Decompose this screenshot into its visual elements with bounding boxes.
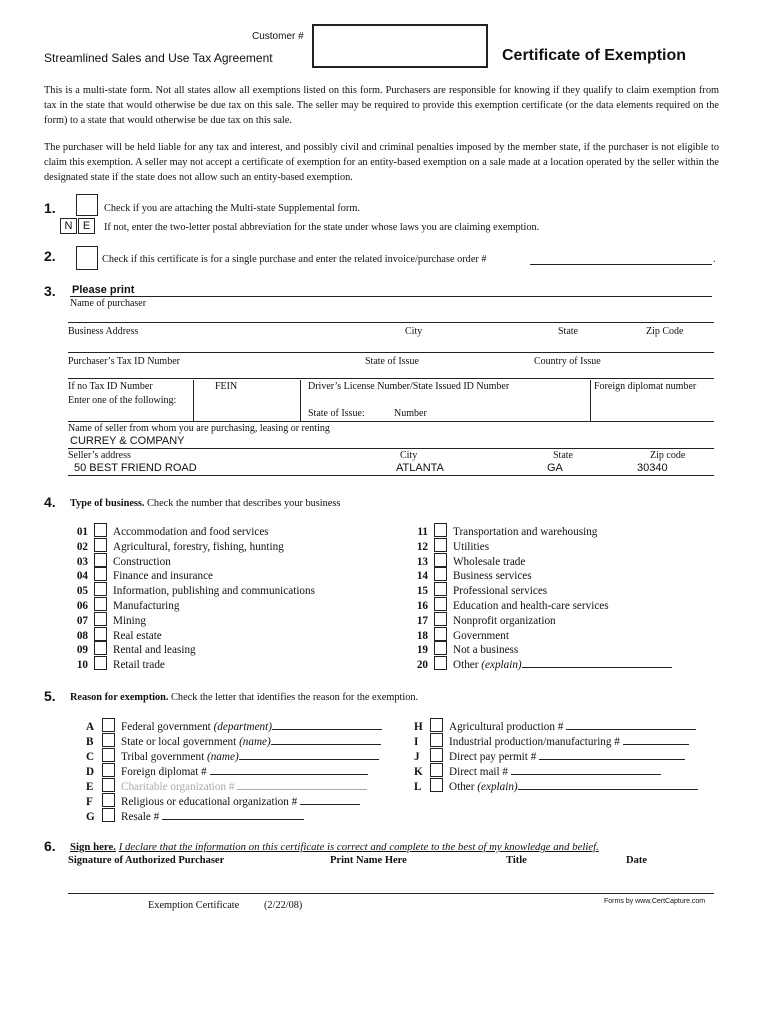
exemption-reason-heading xyxy=(70,690,418,705)
exemption-reason-B[interactable] xyxy=(86,733,381,748)
foreign-diplomat-label: Foreign diplomat number xyxy=(594,381,697,392)
exemption-reason-L-hint: (explain) xyxy=(477,781,518,793)
business-type-11[interactable] xyxy=(412,523,597,538)
business-type-05-code: 05 xyxy=(76,585,88,598)
seller-name-label: Name of seller from whom you are purchasing, leasing or renting xyxy=(68,423,330,434)
exemption-reason-J-code: J xyxy=(414,751,420,763)
business-type-08-label: Real estate xyxy=(113,629,162,642)
exemption-reason-H-checkbox[interactable] xyxy=(430,718,443,732)
business-type-04[interactable] xyxy=(72,567,213,582)
business-type-04-code: 04 xyxy=(76,570,88,583)
exemption-reason-E-code: E xyxy=(86,781,94,793)
sign-here-label: Sign here. xyxy=(70,841,116,853)
exemption-reason-A-checkbox[interactable] xyxy=(102,718,115,732)
dl-number-label: Number xyxy=(394,408,427,419)
business-type-09-code: 09 xyxy=(76,644,88,657)
purchaser-name-line[interactable] xyxy=(70,296,712,297)
please-print-label: Please print xyxy=(72,284,135,296)
business-type-10[interactable] xyxy=(72,656,165,671)
exemption-reason-L-checkbox[interactable] xyxy=(430,778,443,792)
exemption-reason-D[interactable] xyxy=(86,763,368,778)
business-type-13-checkbox[interactable] xyxy=(434,553,447,567)
business-address-line[interactable] xyxy=(68,322,714,323)
business-type-heading-bold: Type of business. xyxy=(70,498,145,509)
agreement-title: Streamlined Sales and Use Tax Agreement xyxy=(44,51,273,65)
business-type-20[interactable] xyxy=(412,656,672,671)
seller-state-value[interactable]: GA xyxy=(547,462,563,474)
exemption-reason-K-checkbox[interactable] xyxy=(430,763,443,777)
business-type-11-label: Transportation and warehousing xyxy=(453,526,598,538)
business-type-12-code: 12 xyxy=(416,540,428,553)
exemption-reason-heading-bold: Reason for exemption. xyxy=(70,692,169,703)
exemption-reason-C-checkbox[interactable] xyxy=(102,748,115,762)
divider xyxy=(300,380,301,422)
business-type-14-checkbox[interactable] xyxy=(434,567,447,581)
business-type-11-code: 11 xyxy=(417,526,428,538)
city-label: City xyxy=(405,326,423,337)
business-type-20-hint: (explain) xyxy=(481,659,522,672)
enter-one-label: Enter one of the following: xyxy=(68,395,177,406)
customer-number-label: Customer # xyxy=(252,31,304,42)
business-type-02-label: Agricultural, forestry, fishing, hunting xyxy=(113,540,284,553)
business-type-12-label: Utilities xyxy=(453,540,490,553)
seller-name-value[interactable]: CURREY & COMPANY xyxy=(70,435,185,447)
exemption-reason-L-input-line[interactable] xyxy=(518,778,698,790)
exemption-reason-F-checkbox[interactable] xyxy=(102,793,115,807)
state-of-issue-dl-label: State of Issue: xyxy=(308,408,365,419)
tax-id-label: Purchaser’s Tax ID Number xyxy=(68,356,180,367)
exemption-reason-J-input-line[interactable] xyxy=(539,748,685,760)
business-type-19-code: 19 xyxy=(416,644,428,657)
signature-line[interactable] xyxy=(68,893,714,894)
business-type-18-code: 18 xyxy=(416,629,428,642)
supplemental-form-checkbox[interactable] xyxy=(76,194,98,216)
exemption-reason-D-code: D xyxy=(86,766,95,778)
business-type-14[interactable] xyxy=(412,567,532,582)
business-type-19-checkbox[interactable] xyxy=(434,641,447,655)
exemption-reason-H-code: H xyxy=(414,721,423,733)
exemption-reason-K-input-line[interactable] xyxy=(511,763,661,775)
seller-address-line xyxy=(68,475,714,476)
business-type-11-checkbox[interactable] xyxy=(434,523,447,537)
section-4-number: 4. xyxy=(44,494,56,510)
business-type-15-label: Professional services xyxy=(453,585,548,598)
exemption-reason-I[interactable] xyxy=(414,733,689,748)
section-1-number: 1. xyxy=(44,200,56,216)
footer-certificate-name: Exemption Certificate xyxy=(148,900,240,911)
exemption-reason-G-label: Resale # xyxy=(121,811,163,823)
business-type-20-label: Other xyxy=(453,659,482,672)
seller-city-value[interactable]: ATLANTA xyxy=(396,462,444,474)
business-type-06-checkbox[interactable] xyxy=(94,597,107,611)
exemption-reason-C-label: Tribal government xyxy=(121,751,207,763)
business-type-08-code: 08 xyxy=(76,629,88,642)
seller-zip-value[interactable]: 30340 xyxy=(637,462,668,474)
date-label: Date xyxy=(626,855,647,866)
business-type-12-checkbox[interactable] xyxy=(434,538,447,552)
exemption-reason-A-label: Federal government xyxy=(121,721,214,733)
exemption-reason-I-code: I xyxy=(414,736,419,748)
business-type-17-code: 17 xyxy=(416,614,428,627)
page-title: Certificate of Exemption xyxy=(502,47,687,64)
customer-number-field[interactable] xyxy=(312,24,488,68)
business-type-03-checkbox[interactable] xyxy=(94,553,107,567)
exemption-reason-B-checkbox[interactable] xyxy=(102,733,115,747)
seller-zip-label: Zip code xyxy=(650,450,686,461)
section-3-number: 3. xyxy=(44,283,56,299)
exemption-reason-H-label: Agricultural production # xyxy=(449,721,567,733)
business-type-08[interactable] xyxy=(72,627,162,642)
seller-name-line xyxy=(68,448,714,449)
business-type-12[interactable] xyxy=(412,538,489,553)
business-type-02-checkbox[interactable] xyxy=(94,538,107,552)
business-type-13-label: Wholesale trade xyxy=(453,555,526,568)
business-type-09-label: Rental and leasing xyxy=(113,644,196,657)
exemption-reason-B-label: State or local government xyxy=(121,736,240,748)
id-row-line[interactable] xyxy=(68,378,714,379)
exemption-reason-C-input-line[interactable] xyxy=(239,748,379,760)
exemption-reason-E-input-line[interactable] xyxy=(237,778,367,790)
exemption-reason-B-input-line[interactable] xyxy=(271,733,381,745)
state-of-issue-label: State of Issue xyxy=(365,356,419,367)
intro-paragraph-1: This is a multi-state form. Not all states allow all exemptions listed on this form. Purchasers are responsible for knowing if they qualify to claim exemption from tax in the state that would otherwise be due tax on this sale. The seller may be required to provide this exemption certificate (or the data elements required on the form) to a state that would otherwise be due tax on this sale. xyxy=(44,85,719,126)
exemption-reason-C-code: C xyxy=(86,751,95,763)
divider xyxy=(590,380,591,422)
exemption-reason-E-label: Charitable organization # xyxy=(121,781,238,793)
section-6-number: 6. xyxy=(44,838,56,854)
exemption-reason-J[interactable] xyxy=(414,748,685,763)
business-type-17-label: Nonprofit organization xyxy=(453,614,556,627)
print-name-label: Print Name Here xyxy=(330,855,407,866)
business-type-06-code: 06 xyxy=(76,600,88,612)
business-type-01[interactable] xyxy=(72,523,269,538)
zip-code-label: Zip Code xyxy=(646,326,684,337)
exemption-reason-I-input-line[interactable] xyxy=(623,733,689,745)
single-purchase-checkbox[interactable] xyxy=(76,246,98,270)
business-type-18[interactable] xyxy=(412,627,509,642)
exemption-reason-B-code: B xyxy=(86,736,94,748)
footer-forms-link[interactable]: Forms by www.CertCapture.com xyxy=(604,898,706,905)
exemption-reason-E[interactable] xyxy=(86,778,367,793)
business-type-16[interactable] xyxy=(412,597,609,612)
business-type-15-code: 15 xyxy=(416,585,428,598)
tax-id-line[interactable] xyxy=(68,352,714,353)
exemption-reason-A-hint: (department) xyxy=(213,721,272,733)
section-2-number: 2. xyxy=(44,248,56,264)
business-type-05[interactable] xyxy=(72,582,315,597)
business-type-02-code: 02 xyxy=(76,540,88,553)
exemption-reason-F-label: Religious or educational organization # xyxy=(121,796,301,808)
business-type-10-label: Retail trade xyxy=(113,659,165,672)
exemption-reason-I-label: Industrial production/manufacturing # xyxy=(449,736,623,748)
exemption-reason-L-label: Other xyxy=(449,781,478,793)
state-label: State xyxy=(558,326,578,337)
business-type-16-checkbox[interactable] xyxy=(434,597,447,611)
business-type-heading-rest: Check the number that describes your business xyxy=(144,498,341,509)
business-type-15-checkbox[interactable] xyxy=(434,582,447,596)
sign-here-line xyxy=(70,841,599,853)
business-address-label: Business Address xyxy=(68,326,139,337)
business-type-17-checkbox[interactable] xyxy=(434,612,447,626)
business-type-03-label: Construction xyxy=(113,555,171,568)
exemption-reason-J-label: Direct pay permit # xyxy=(449,751,540,763)
business-type-13-code: 13 xyxy=(416,555,428,568)
divider xyxy=(193,380,194,422)
business-type-16-label: Education and health-care services xyxy=(453,600,609,612)
exemption-reason-D-checkbox[interactable] xyxy=(102,763,115,777)
footer-date: (2/22/08) xyxy=(264,900,303,911)
id-bottom-line[interactable] xyxy=(68,421,714,422)
intro-paragraph-2: The purchaser will be held liable for any tax and interest, and possibly civil and criminal penalties imposed by the member state, if the purchaser is not eligible to claim this exemption. A seller may not accept a certificate of exemption for an entity-based exemption on a sale made at a location operated by the seller within the designated state if the state does not allow such an entity-based exemption. xyxy=(44,142,719,183)
exemption-reason-K-label: Direct mail # xyxy=(449,766,511,778)
exemption-reason-F[interactable] xyxy=(86,793,360,808)
business-type-07[interactable] xyxy=(72,612,146,627)
business-type-02[interactable] xyxy=(72,538,284,553)
business-type-03-code: 03 xyxy=(76,555,88,568)
exemption-reason-K[interactable] xyxy=(414,763,661,778)
business-type-18-checkbox[interactable] xyxy=(434,627,447,641)
business-type-20-code: 20 xyxy=(416,659,428,672)
business-type-07-code: 07 xyxy=(76,614,88,627)
business-type-19[interactable] xyxy=(412,641,518,656)
business-type-heading xyxy=(70,496,340,511)
exemption-reason-G-code: G xyxy=(86,811,95,823)
exemption-reason-F-code: F xyxy=(86,796,93,808)
business-type-10-code: 10 xyxy=(76,659,88,672)
business-type-16-code: 16 xyxy=(416,600,428,612)
seller-city-label: City xyxy=(400,450,418,461)
exemption-reason-F-input-line[interactable] xyxy=(300,793,360,805)
business-type-18-label: Government xyxy=(453,629,509,642)
exemption-reason-G[interactable] xyxy=(86,808,304,823)
exemption-reason-A-code: A xyxy=(86,721,95,733)
state-abbreviation-text: If not, enter the two-letter postal abbreviation for the state under whose laws you are claiming exemption. xyxy=(104,222,540,233)
business-type-07-checkbox[interactable] xyxy=(94,612,107,626)
business-type-20-input-line[interactable] xyxy=(522,656,672,668)
exemption-reason-H-input-line[interactable] xyxy=(566,718,696,730)
business-type-05-label: Information, publishing and communications xyxy=(113,585,315,598)
business-type-04-label: Finance and insurance xyxy=(113,570,214,583)
business-type-01-checkbox[interactable] xyxy=(94,523,107,537)
no-tax-id-label: If no Tax ID Number xyxy=(68,381,153,392)
country-of-issue-label: Country of Issue xyxy=(534,356,601,367)
business-type-10-checkbox[interactable] xyxy=(94,656,107,670)
business-type-01-code: 01 xyxy=(76,526,88,538)
state-letter-1[interactable]: N xyxy=(60,218,77,234)
business-type-14-label: Business services xyxy=(453,570,532,583)
business-type-05-checkbox[interactable] xyxy=(94,582,107,596)
business-type-13[interactable] xyxy=(412,553,525,568)
business-type-06-label: Manufacturing xyxy=(113,600,180,612)
exemption-reason-A[interactable] xyxy=(86,718,382,733)
business-type-19-label: Not a business xyxy=(453,644,519,657)
invoice-period: . xyxy=(713,254,716,265)
fein-label: FEIN xyxy=(215,381,238,392)
business-type-01-label: Accommodation and food services xyxy=(113,526,269,538)
drivers-license-label: Driver’s License Number/State Issued ID Number xyxy=(308,381,510,392)
section-5-number: 5. xyxy=(44,688,56,704)
exemption-reason-K-code: K xyxy=(414,766,423,778)
business-type-06[interactable] xyxy=(72,597,179,612)
business-type-09[interactable] xyxy=(72,641,196,656)
business-type-14-code: 14 xyxy=(416,570,428,583)
business-type-04-checkbox[interactable] xyxy=(94,567,107,581)
exemption-reason-G-checkbox[interactable] xyxy=(102,808,115,822)
exemption-reason-H[interactable] xyxy=(414,718,696,733)
seller-address-value[interactable]: 50 BEST FRIEND ROAD xyxy=(74,462,197,474)
signature-label: Signature of Authorized Purchaser xyxy=(68,855,225,866)
declaration-text: I declare that the information on this certificate is correct and complete to the best of my knowledge and belief. xyxy=(118,841,599,853)
seller-address-label: Seller’s address xyxy=(68,450,131,461)
exemption-reason-heading-rest: Check the letter that identifies the reason for the exemption. xyxy=(168,692,419,703)
exemption-reason-G-input-line[interactable] xyxy=(162,808,304,820)
exemption-reason-L-code: L xyxy=(414,781,422,793)
exemption-reason-A-input-line[interactable] xyxy=(272,718,382,730)
exemption-reason-D-label: Foreign diplomat # xyxy=(121,766,210,778)
exemption-reason-L[interactable] xyxy=(414,778,698,793)
business-type-03[interactable] xyxy=(72,553,171,568)
invoice-number-line[interactable] xyxy=(530,264,712,265)
business-type-15[interactable] xyxy=(412,582,547,597)
single-purchase-text: Check if this certificate is for a single purchase and enter the related invoice/purchase order # xyxy=(102,254,487,265)
seller-state-label: State xyxy=(553,450,573,461)
business-type-17[interactable] xyxy=(412,612,556,627)
exemption-reason-C-hint: (name) xyxy=(206,751,239,763)
state-letter-2[interactable]: E xyxy=(78,218,95,234)
business-type-20-checkbox[interactable] xyxy=(434,656,447,670)
exemption-reason-B-hint: (name) xyxy=(239,736,271,748)
exemption-reason-E-checkbox[interactable] xyxy=(102,778,115,792)
exemption-reason-I-checkbox[interactable] xyxy=(430,733,443,747)
business-type-08-checkbox[interactable] xyxy=(94,627,107,641)
business-type-07-label: Mining xyxy=(113,614,146,627)
title-label: Title xyxy=(506,855,527,866)
supplemental-form-text: Check if you are attaching the Multi-state Supplemental form. xyxy=(104,203,360,214)
purchaser-name-label: Name of purchaser xyxy=(70,298,147,309)
exemption-reason-J-checkbox[interactable] xyxy=(430,748,443,762)
exemption-reason-C[interactable] xyxy=(86,748,379,763)
business-type-09-checkbox[interactable] xyxy=(94,641,107,655)
exemption-reason-D-input-line[interactable] xyxy=(210,763,368,775)
